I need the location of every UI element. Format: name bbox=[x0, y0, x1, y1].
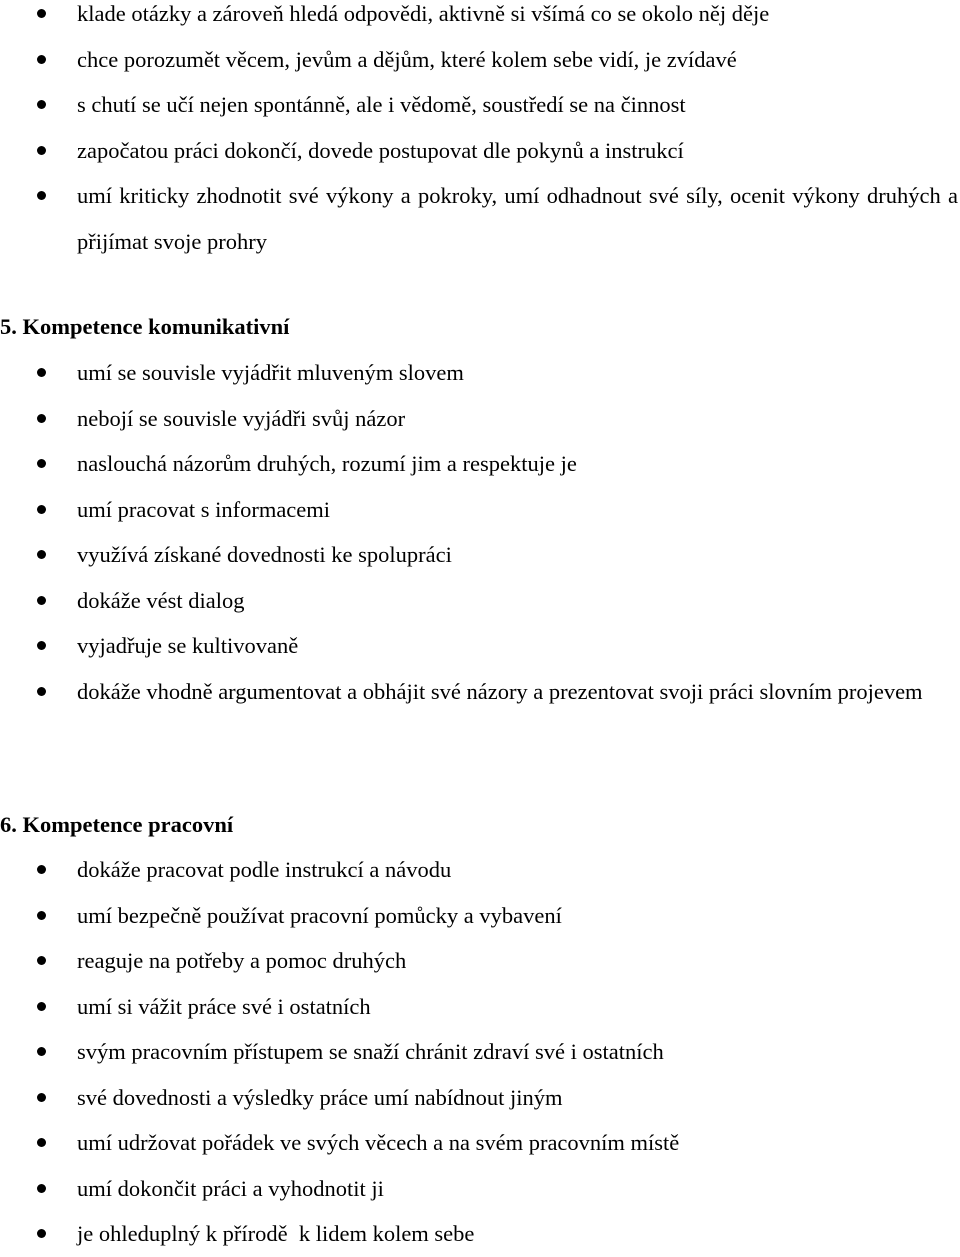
bullet-icon bbox=[37, 9, 46, 18]
list-item-text: svým pracovním přístupem se snaží chránit zdraví své i ostatních bbox=[77, 1039, 664, 1064]
list-item bbox=[0, 173, 960, 264]
list-item-text: využívá získané dovednosti ke spolupráci bbox=[77, 542, 452, 567]
section6-bullet-list bbox=[0, 847, 960, 1257]
list-item bbox=[0, 578, 960, 624]
bullet-icon bbox=[37, 596, 46, 605]
list-item-text: umí udržovat pořádek ve svých věcech a na svém pracovním místě bbox=[77, 1130, 680, 1155]
bullet-icon bbox=[37, 100, 46, 109]
bullet-icon bbox=[37, 865, 46, 874]
list-item-text: nebojí se souvisle vyjádři svůj názor bbox=[77, 405, 406, 431]
list-item bbox=[0, 623, 960, 669]
list-item-text: reaguje na potřeby a pomoc druhých bbox=[77, 948, 407, 973]
list-item-text: umí si vážit práce své i ostatních bbox=[77, 993, 371, 1019]
list-item bbox=[0, 938, 960, 984]
list-item-text: umí bezpečně používat pracovní pomůcky a vybavení bbox=[77, 902, 562, 928]
list-item bbox=[0, 669, 960, 715]
bullet-icon bbox=[37, 550, 46, 559]
list-item bbox=[0, 487, 960, 533]
bullet-icon bbox=[37, 1184, 46, 1193]
bullet-icon bbox=[37, 55, 46, 64]
bullet-icon bbox=[37, 1093, 46, 1102]
bullet-icon bbox=[37, 505, 46, 514]
list-item-text: umí se souvisle vyjádřit mluveným slovem bbox=[77, 360, 464, 385]
list-item bbox=[0, 893, 960, 939]
list-item bbox=[0, 984, 960, 1030]
list-item bbox=[0, 37, 960, 83]
list-item bbox=[0, 1075, 960, 1121]
list-item bbox=[0, 847, 960, 893]
bullet-icon bbox=[37, 911, 46, 920]
list-item-text: s chutí se učí nejen spontánně, ale i vědomě, soustředí se na činnost bbox=[77, 92, 686, 117]
bullet-icon bbox=[37, 368, 46, 377]
list-item-text: umí dokončit práci a vyhodnotit ji bbox=[77, 1175, 384, 1201]
list-item-text: dokáže vést dialog bbox=[77, 587, 245, 613]
bullet-icon bbox=[37, 1047, 46, 1056]
bullet-icon bbox=[37, 191, 46, 200]
list-item-text: chce porozumět věcem, jevům a dějům, které kolem sebe vidí, je zvídavé bbox=[77, 46, 737, 72]
list-item-text: naslouchá názorům druhých, rozumí jim a respektuje je bbox=[77, 451, 577, 476]
bullet-icon bbox=[37, 1002, 46, 1011]
section-heading-komunikativni: 5. Kompetence komunikativní bbox=[0, 314, 290, 339]
list-item bbox=[0, 1120, 960, 1166]
list-item bbox=[0, 1029, 960, 1075]
list-item-text: dokáže vhodně argumentovat a obhájit své názory a prezentovat svoji práci slovním projevem bbox=[77, 678, 923, 704]
list-item bbox=[0, 82, 960, 128]
bullet-icon bbox=[37, 1138, 46, 1147]
list-item-text: je ohleduplný k přírodě k lidem kolem sebe bbox=[77, 1221, 475, 1246]
list-item-text: své dovednosti a výsledky práce umí nabídnout jiným bbox=[77, 1084, 563, 1110]
section-heading-pracovni: 6. Kompetence pracovní bbox=[0, 812, 234, 837]
bullet-icon bbox=[37, 1229, 46, 1238]
list-item bbox=[0, 350, 960, 396]
list-item bbox=[0, 1211, 960, 1257]
list-item bbox=[0, 532, 960, 578]
list-item-text: započatou práci dokončí, dovede postupovat dle pokynů a instrukcí bbox=[77, 137, 684, 163]
bullet-icon bbox=[37, 459, 46, 468]
list-item-text: dokáže pracovat podle instrukcí a návodu bbox=[77, 857, 452, 882]
list-item-text: umí kriticky zhodnotit své výkony a pokroky, umí odhadnout své síly, ocenit výkony druhých a přijímat svoje prohry bbox=[77, 183, 958, 254]
list-item-text: umí pracovat s informacemi bbox=[77, 496, 331, 522]
bullet-icon bbox=[37, 687, 46, 696]
bullet-icon bbox=[37, 414, 46, 423]
list-item bbox=[0, 0, 960, 37]
list-item-text: klade otázky a zároveň hledá odpovědi, aktivně si všímá co se okolo něj děje bbox=[77, 1, 770, 26]
bullet-icon bbox=[37, 956, 46, 965]
list-item bbox=[0, 1166, 960, 1212]
list-item bbox=[0, 128, 960, 174]
bullet-icon bbox=[37, 146, 46, 155]
top-bullet-list bbox=[0, 0, 960, 264]
list-item bbox=[0, 396, 960, 442]
bullet-icon bbox=[37, 641, 46, 650]
list-item-text: vyjadřuje se kultivovaně bbox=[77, 633, 299, 658]
list-item bbox=[0, 441, 960, 487]
section5-bullet-list bbox=[0, 350, 960, 714]
